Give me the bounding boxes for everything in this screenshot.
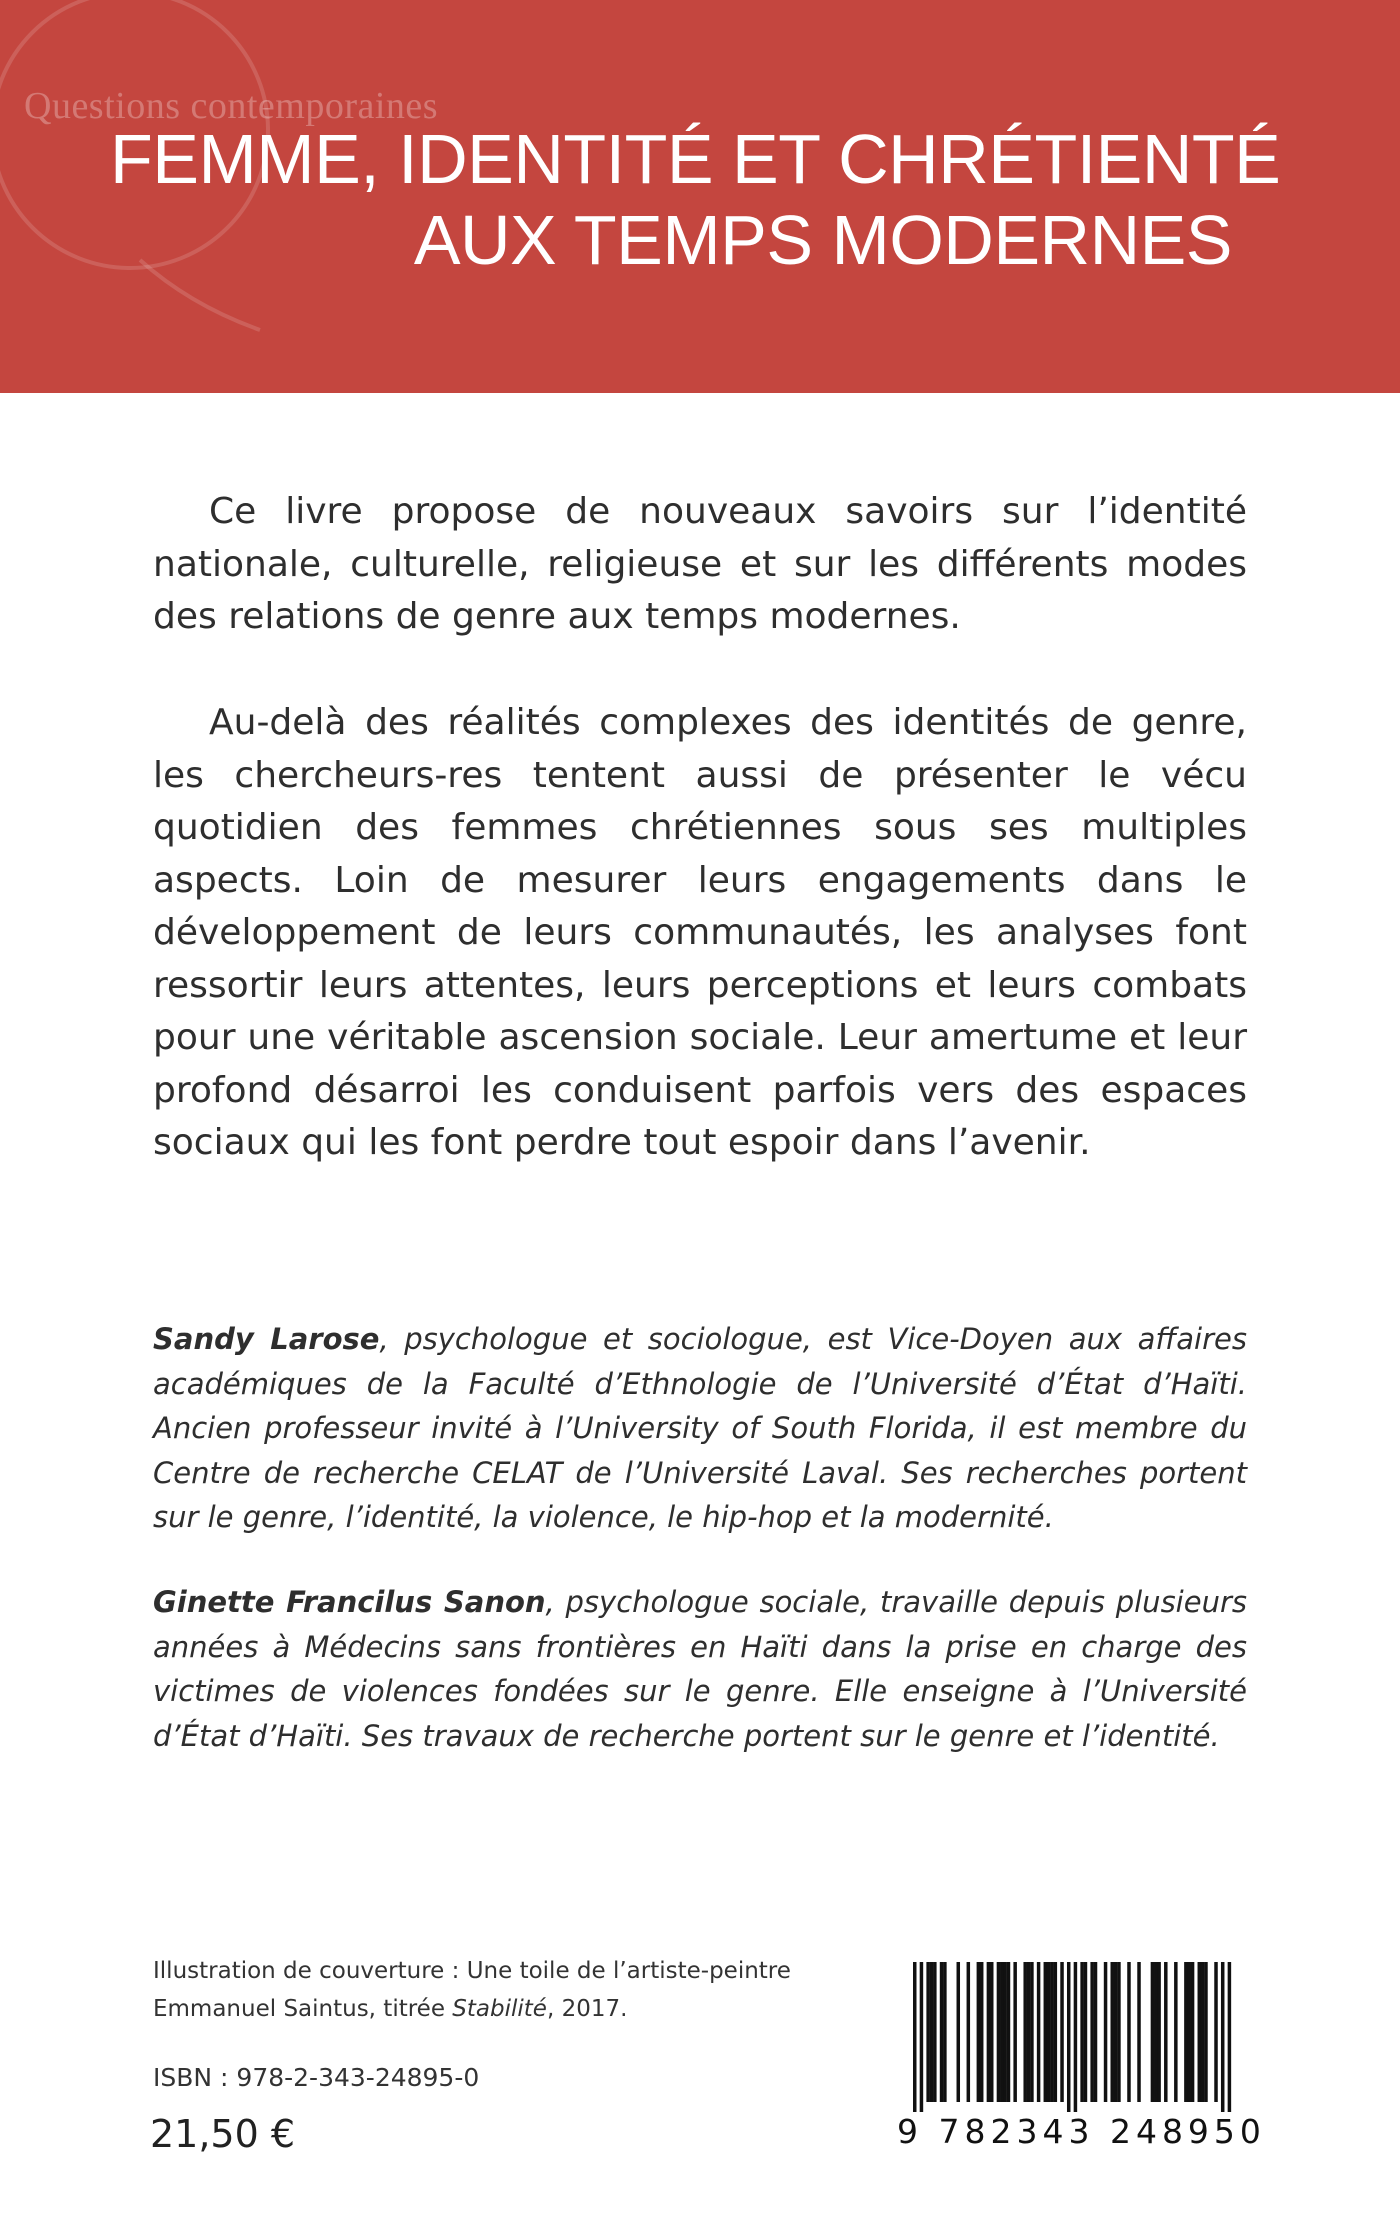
- barcode-bar: [1114, 1962, 1118, 2102]
- book-title-line-1: FEMME, IDENTITÉ ET CHRÉTIENTÉ: [110, 120, 1281, 198]
- barcode-bar: [943, 1962, 947, 2102]
- barcode-bar: [1174, 1962, 1178, 2102]
- author-bio-2: [153, 1580, 1247, 1758]
- barcode-bar: [1000, 1962, 1004, 2102]
- barcode-bar: [1104, 1962, 1108, 2102]
- barcode-bar: [1047, 1962, 1051, 2102]
- barcode-bar: [1127, 1962, 1131, 2102]
- blurb-paragraph-2: Au-delà des réalités complexes des identités de genre, les chercheurs-res tentent aussi de présenter le vécu quotidien des femmes chrétiennes sous ses multiples aspects. Loin de mesurer leurs engagements dans le développement de leurs communautés, les analyses font ressortir leurs attentes, leurs perceptions et leurs combats pour une véritable ascension sociale. Leur amertume et leur profond désarroi les conduisent parfois vers des espaces sociaux qui les font perdre tout espoir dans l’avenir.: [153, 702, 1247, 1163]
- barcode-bars: [897, 1962, 1247, 2112]
- barcode-bar: [1060, 1962, 1064, 2102]
- barcode-bar: [1154, 1962, 1158, 2102]
- barcode-bar: [957, 1962, 961, 2102]
- barcode-bar: [967, 1962, 971, 2102]
- barcode-bar: [1074, 1962, 1078, 2112]
- series-name: Questions contemporaines: [24, 85, 439, 127]
- barcode-bar: [1151, 1962, 1155, 2102]
- author-bio-text-1: , psychologue et sociologue, est Vice-Doyen aux affaires académiques de la Faculté d’Ethnologie de l’Université d’État d’Haïti. Ancien professeur invité à l’University of South Florida, il est membre du Centre de recherche CELAT de l’Université Laval. Ses recherches portent sur le genre, l’identité, la violence, le hip-hop et la modernité.: [153, 1322, 1247, 1534]
- barcode-bar: [1201, 1962, 1205, 2102]
- barcode-bar: [940, 1962, 944, 2102]
- barcode-bar: [997, 1962, 1001, 2102]
- barcode-bar: [1037, 1962, 1041, 2102]
- barcode-digits: 9 782343 248950: [897, 2112, 1266, 2151]
- author-bio-1: [153, 1317, 1247, 1540]
- author-bio-text-2: , psychologue sociale, travaille depuis plusieurs années à Médecins sans frontières en Haïti dans la prise en charge des victimes de violences fondées sur le genre. Elle enseigne à l’Université d’État d’Haïti. Ses travaux de recherche portent sur le genre et l’identité.: [153, 1585, 1247, 1753]
- barcode-bar: [1137, 1962, 1141, 2102]
- barcode-bar: [1067, 1962, 1071, 2112]
- barcode-bar: [1214, 1962, 1218, 2102]
- barcode-bar: [1090, 1962, 1094, 2102]
- cover-header: [0, 0, 1400, 393]
- author-name-1: Sandy Larose: [153, 1322, 380, 1356]
- barcode-bar: [1007, 1962, 1011, 2102]
- barcode-bar: [1050, 1962, 1054, 2102]
- barcode-bar: [1184, 1962, 1188, 2102]
- barcode-bar: [980, 1962, 984, 2102]
- barcode-bar: [1094, 1962, 1098, 2102]
- barcode-bar: [977, 1962, 981, 2102]
- barcode-bar: [1030, 1962, 1034, 2102]
- barcode-bar: [990, 1962, 994, 2102]
- barcode-bar: [1228, 1962, 1232, 2112]
- price: 21,50 €: [150, 2112, 296, 2156]
- barcode-bar: [1084, 1962, 1088, 2102]
- barcode-bar: [1164, 1962, 1168, 2102]
- barcode-bar: [913, 1962, 917, 2112]
- barcode-bar: [1023, 1962, 1026, 2102]
- barcode-bar: [933, 1962, 937, 2102]
- barcode-bar: [926, 1962, 930, 2102]
- barcode-bar: [1110, 1962, 1114, 2102]
- isbn: ISBN : 978-2-343-24895-0: [153, 2063, 480, 2092]
- barcode-bar: [1117, 1962, 1121, 2102]
- illustration-credit: [153, 1952, 793, 2028]
- barcode-bar: [1198, 1962, 1202, 2102]
- barcode-bar: [1013, 1962, 1017, 2102]
- barcode-bar: [1003, 1962, 1007, 2102]
- blurb-paragraph-1: Ce livre propose de nouveaux savoirs sur l’identité nationale, culturelle, religieuse et sur les différents modes des relations de genre aux temps modernes.: [153, 491, 1247, 637]
- barcode-bar: [1027, 1962, 1031, 2102]
- barcode-bar: [1187, 1962, 1191, 2102]
- barcode-bar: [920, 1962, 924, 2112]
- barcode-bar: [1221, 1962, 1225, 2112]
- barcode-bar: [987, 1962, 991, 2102]
- credit-suffix: , 2017.: [546, 1996, 628, 2022]
- credit-artwork-title: Stabilité: [452, 1996, 547, 2022]
- barcode-bar: [1204, 1962, 1208, 2102]
- barcode-bar: [1054, 1962, 1058, 2102]
- author-name-2: Ginette Francilus Sanon: [153, 1585, 546, 1619]
- barcode-bar: [1044, 1962, 1048, 2102]
- book-title-line-2: AUX TEMPS MODERNES: [413, 201, 1232, 279]
- credit-prefix: Illustration de couverture : Une toile de l’artiste-peintre Emmanuel Saintus, titrée: [153, 1958, 791, 2022]
- barcode-bar: [1191, 1962, 1195, 2102]
- ean13-barcode-icon: [897, 1962, 1266, 2172]
- barcode-bar: [1080, 1962, 1084, 2102]
- barcode-bar: [1157, 1962, 1161, 2102]
- barcode-bar: [930, 1962, 934, 2102]
